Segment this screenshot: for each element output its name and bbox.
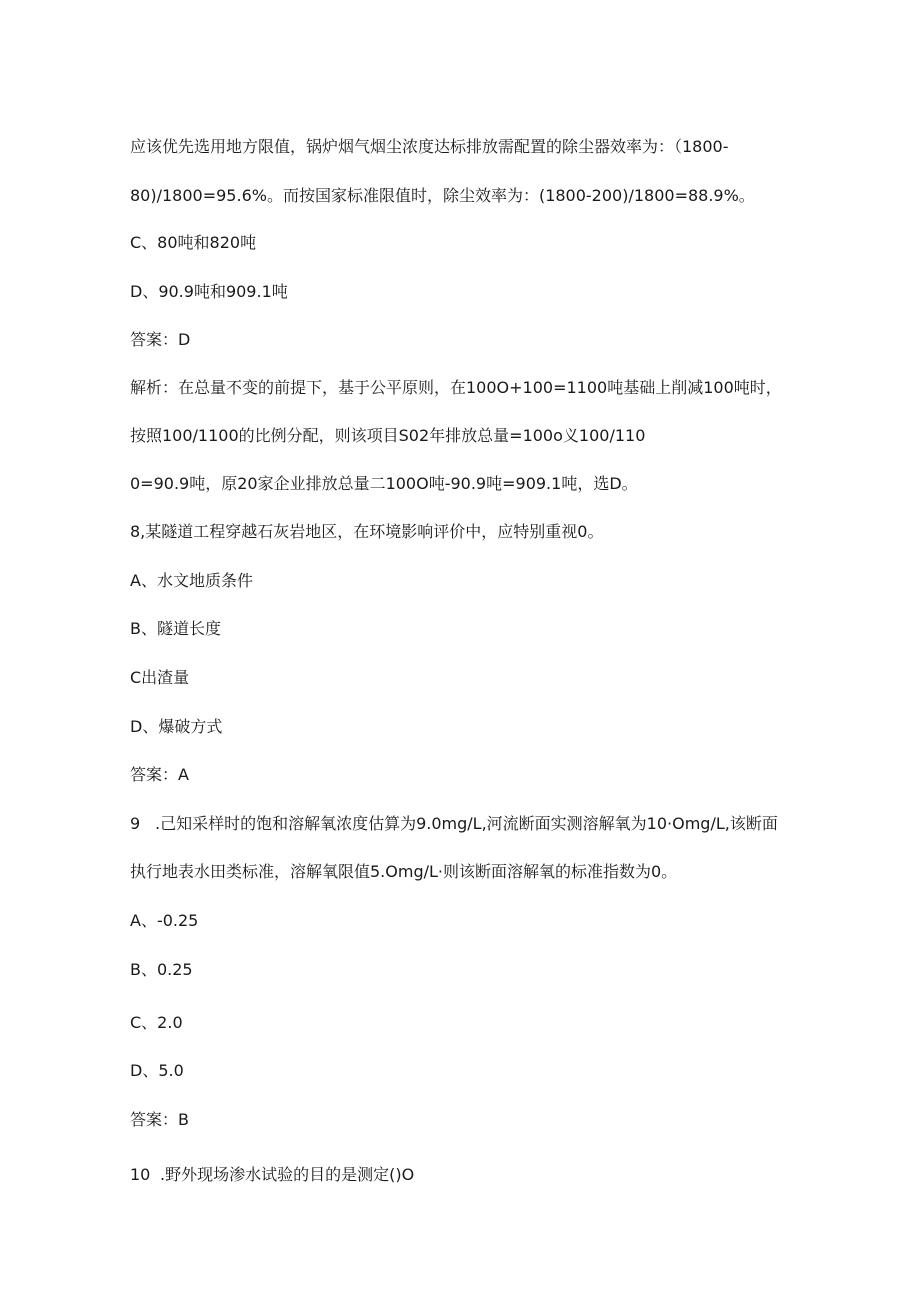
analysis-line-3: 0=90.9吨，原20家企业排放总量二100O吨-90.9吨=909.1吨，选D。 — [130, 474, 638, 493]
q8-option-a: A、水文地质条件 — [130, 571, 253, 590]
question-9-text-2: 执行地表水田类标准，溶解氧限值5.Omg∕L·则该断面溶解氧的标准指数为0。 — [130, 862, 678, 881]
q9-option-c: C、2.0 — [130, 1013, 183, 1032]
option-c: C、80吨和820吨 — [130, 233, 257, 252]
q9-option-b: B、0.25 — [130, 960, 193, 979]
question-8: 8,某隧道工程穿越石灰岩地区，在环境影响评价中，应特别重视0。 — [130, 522, 604, 541]
q8-option-d: D、爆破方式 — [130, 717, 223, 736]
analysis-line-2: 按照100/1100的比例分配，则该项目S02年排放总量=100o义100/110 — [130, 426, 646, 445]
analysis-line-1: 解析：在总量不变的前提下，基于公平原则，在100O+100=1100吨基础上削减100吨时， — [130, 378, 782, 397]
q8-option-b: B、隧道长度 — [130, 619, 221, 638]
q9-option-a: A、-0.25 — [130, 911, 199, 930]
question-9-text: .己知采样时的饱和溶解氧浓度估算为9.0mg∕L,河流断面实测溶解氧为10·Omg∕L,该断面 — [155, 814, 778, 833]
question-9-number: 9 — [130, 814, 141, 833]
q8-option-c: C出渣量 — [130, 668, 190, 687]
q9-option-d: D、5.0 — [130, 1061, 184, 1080]
q9-answer: 答案：B — [130, 1110, 189, 1129]
q8-answer: 答案：A — [130, 765, 189, 784]
question-10-number: 10 — [130, 1165, 151, 1184]
option-d: D、90.9吨和909.1吨 — [130, 282, 288, 301]
text-line-2: 80)/1800=95.6%。而按国家标准限值时，除尘效率为：(1800-200)/1800=88.9%。 — [130, 186, 755, 205]
question-10-text: .野外现场渗水试验的目的是测定()O — [160, 1165, 415, 1184]
text-line-1: 应该优先选用地方限值，锅炉烟气烟尘浓度达标排放需配置的除尘器效率为：（1800- — [130, 137, 729, 156]
answer-line: 答案：D — [130, 330, 191, 349]
